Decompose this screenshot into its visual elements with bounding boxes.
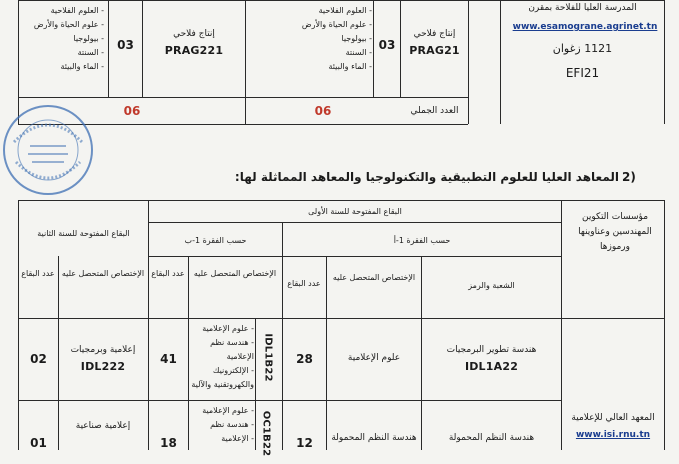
header-specialty: الإختصاص المتحصل عليه xyxy=(61,269,145,278)
seat-count: 03 xyxy=(378,38,396,52)
total-value: 06 xyxy=(314,104,332,118)
institution-postal: 1121 زغوان xyxy=(552,42,613,55)
header-seat-count: عدد البقاع xyxy=(287,279,321,288)
specialty-name: إنتاج فلاحي xyxy=(173,29,215,39)
header-institutions: مؤسسات التكوين المهندسين وعناوينها ورموزها xyxy=(578,212,652,252)
institution-code: EFI21 xyxy=(565,66,600,80)
header-specialty: الإختصاص المتحصل عليه xyxy=(193,269,277,278)
institution-url[interactable]: www.esamograne.agrinet.tn xyxy=(512,22,658,32)
header-specialty: الإختصاص المتحصل عليه xyxy=(332,273,416,282)
institution-name: المعهد العالي للإعلامية xyxy=(571,413,655,423)
second-year-specialty: إعلامية وبرمجيات xyxy=(70,345,136,355)
para-a-specialty: علوم الإعلامية xyxy=(347,353,401,363)
institution-url[interactable]: www.isi.rnu.tn xyxy=(575,430,651,440)
para-b-code: OC1B22 xyxy=(260,410,272,457)
branch-name: هندسة النظم المحمولة xyxy=(448,433,535,443)
total-value: 06 xyxy=(123,104,141,118)
second-year-specialty: إعلامية صناعية xyxy=(75,421,131,431)
para-a-seats: 12 xyxy=(296,436,313,450)
institution-name: المدرسة العليا للفلاحة بمقرن xyxy=(528,3,637,13)
header-seat-count: عدد البقاع xyxy=(151,269,185,278)
stamp-seal-icon xyxy=(0,102,96,198)
official-stamp xyxy=(0,102,96,198)
header-second-year: البقاع المفتوحة للسنة الثانية xyxy=(37,229,130,238)
branch-name: هندسة تطوير البرمجيات xyxy=(446,345,537,355)
header-first-year: البقاع المفتوحة للسنة الأولى xyxy=(308,207,402,216)
specialty-name: إنتاج فلاحي xyxy=(413,29,456,39)
section-number: 2) xyxy=(622,170,636,184)
para-b-seats: 41 xyxy=(160,352,177,366)
seat-count: 03 xyxy=(117,38,134,52)
specialty-code: PRAG221 xyxy=(164,44,224,57)
para-a-seats: 28 xyxy=(296,352,313,366)
specialty-list: - العلوم الفلاحية - علوم الحياة والأرض - بيولوجيا - السنتة - الماء والبيئة xyxy=(252,4,372,74)
para-b-specialties: - علوم الإعلامية - هندسة نظم الإعلامية - الإلكترونيك والكهروتقنية والآلية xyxy=(190,322,254,392)
para-b-seats: 18 xyxy=(160,436,177,450)
section-heading xyxy=(119,170,619,184)
second-year-code: IDL222 xyxy=(80,360,126,373)
header-branch-code: الشعبة والرمز xyxy=(468,281,515,290)
specialty-code: PRAG21 xyxy=(409,44,460,57)
section-title: المعاهد العليا للعلوم التطبيقية والتكنولوجيا والمعاهد المماثلة لها: xyxy=(234,170,619,184)
header-seat-count: عدد البقاع xyxy=(21,269,55,278)
second-year-seats: 02 xyxy=(30,352,47,366)
header-para-b: حسب الفقرة 1-ب xyxy=(184,236,247,245)
para-a-specialty: هندسة النظم المحمولة xyxy=(331,433,417,443)
branch-code: IDL1A22 xyxy=(464,360,519,373)
para-b-code: IDL1B22 xyxy=(262,333,274,382)
total-label: العدد الجملي xyxy=(410,106,459,116)
specialty-list: - العلوم الفلاحية - علوم الحياة والأرض - بيولوجيا - السنتة - الماء والبيئة xyxy=(16,4,104,74)
second-year-seats: 01 xyxy=(30,436,47,450)
header-para-a: حسب الفقرة 1-أ xyxy=(393,236,451,245)
para-b-specialties: - علوم الإعلامية - هندسة نظم - الإعلامية xyxy=(190,404,254,446)
